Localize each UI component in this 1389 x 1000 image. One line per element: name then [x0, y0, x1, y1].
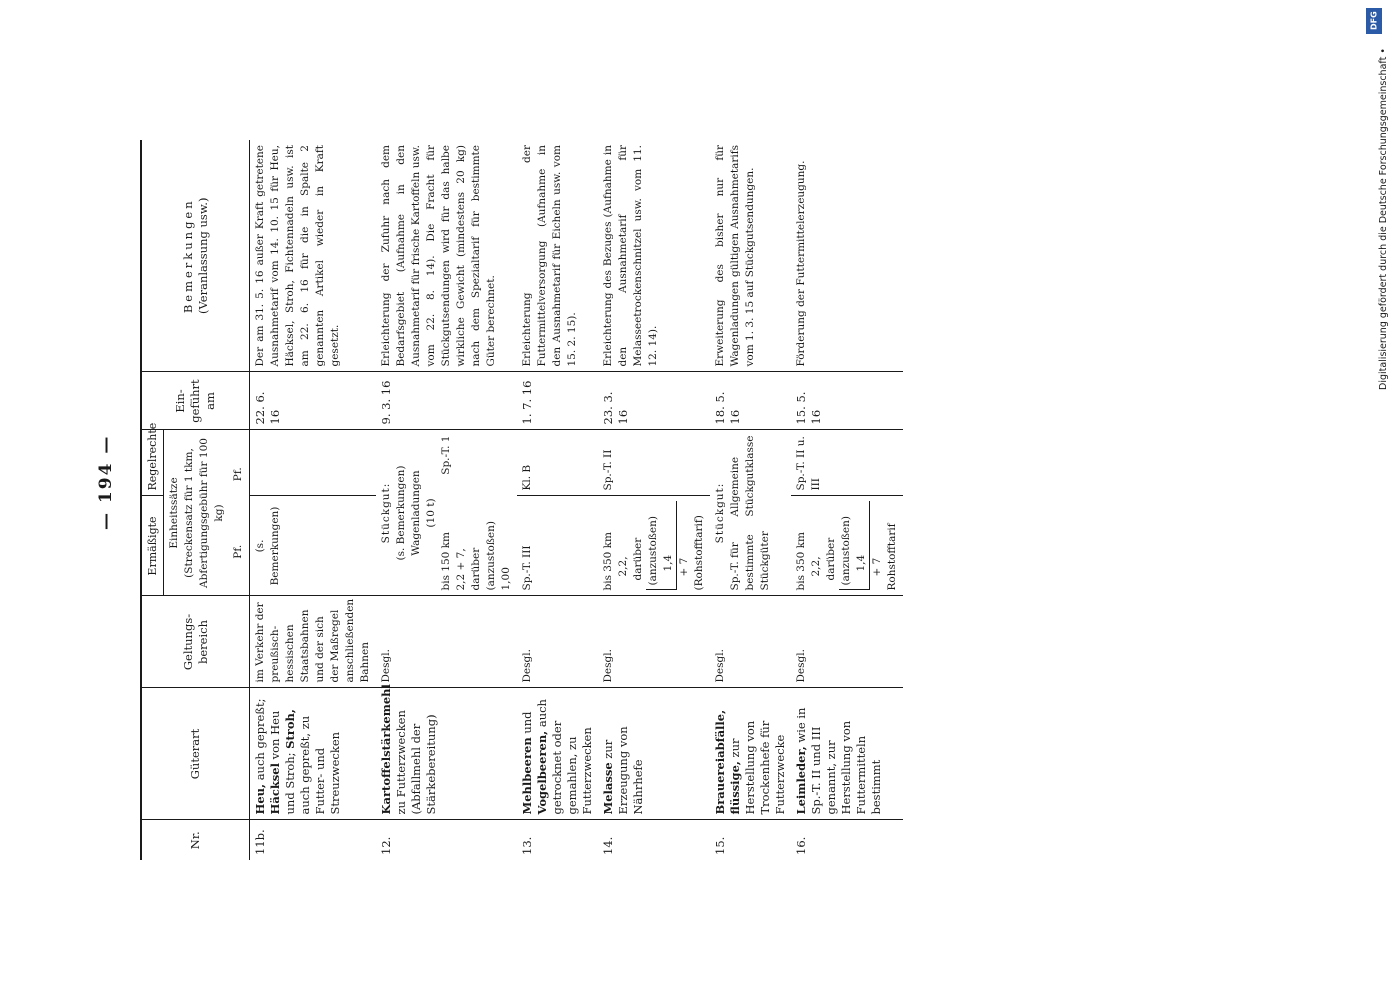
goods-text: zur Erzeugung von Nährhefe — [601, 726, 645, 815]
goods-bold: Mehlbeeren — [520, 737, 534, 815]
header-einheitssaetze: Einheitssätze — [168, 477, 180, 549]
header-nr: Nr. — [141, 820, 250, 860]
row-bemerkung: Erleichterung der Futtermittelversorgung (Aufnahme in den Ausnahmetarif für Eicheln usw. vom 15. 2. 15). — [517, 140, 598, 372]
rate-row — [439, 436, 454, 591]
rohstoff-label: Rohstofftarif — [886, 523, 898, 591]
row-datum: 1. 7. 16 — [517, 372, 598, 430]
rate-1: 2,2, — [617, 556, 629, 577]
header-veranlassung: (Veranlassung usw.) — [195, 197, 210, 314]
goods-text: zur Herstellung von Trockenhefe für Futterzwecke — [728, 720, 787, 815]
goods-bold: Kartoffelstärkemehl — [379, 684, 393, 815]
row-ermaessigt-block — [791, 496, 903, 596]
rate-1: 2,2 + 7, — [455, 548, 467, 591]
header-bemerkungen-title: Bemerkungen — [180, 198, 195, 314]
goods-bold: Stroh, — [283, 709, 297, 749]
row-regel: Kl. B — [517, 430, 598, 496]
row-gueterart — [710, 688, 791, 820]
row-bemerkung: Der am 31. 5. 16 außer Kraft getretene Ausnahmetarif vom 14. 10. 15 für Heu, Häcksel, Stroh, Fichtennadeln usw. ist am 22. 6. 16 für die in Spalte 2 genannten Artikel wieder in Kraft gesetzt. — [250, 140, 377, 372]
table-row — [710, 140, 791, 860]
row-regel: Sp.-T. 1 — [440, 435, 452, 475]
anstossen-label: (anzustoßen) — [485, 521, 497, 591]
row-gueterart — [791, 688, 903, 820]
row-gueterart — [517, 688, 598, 820]
header-einheitssaetze-block — [164, 430, 250, 596]
row-geltung: Desgl. — [710, 596, 791, 688]
goods-bold: Brauereiabfälle, flüssige, — [713, 709, 742, 815]
header-gueterart: Güterart — [141, 688, 250, 820]
goods-bold: Melasse — [601, 762, 615, 815]
table-row — [517, 140, 598, 860]
row-bemerkung: Erleichterung des Bezuges (Aufnahme in den Ausnahmetarif für Melasseetrockenschnitzel usw. vom 11. 12. 14). — [598, 140, 710, 372]
goods-bold: Häcksel — [268, 763, 282, 815]
goods-text: wie in Sp.-T. II und III genannt, zur Herstellung von Futtermitteln bestimmt — [794, 707, 883, 815]
goods-text: von Heu und Stroh; — [268, 710, 297, 815]
distance-label: bis 150 km — [440, 531, 452, 591]
row-datum: 22. 6. 16 — [250, 372, 377, 430]
row-gueterart — [598, 688, 710, 820]
row-nr: 15. — [713, 836, 727, 855]
table-row — [791, 140, 903, 860]
row-nr: 11b. — [253, 829, 267, 855]
row-nr: 14. — [601, 836, 615, 855]
row-regel: Allgemeine Stückgutklasse — [729, 435, 756, 517]
header-streckensatz: (Streckensatz für 1 tkm, Abfertigungsgebühr für 100 kg) — [183, 438, 225, 588]
row-datum: 18. 5. 16 — [710, 372, 791, 430]
goods-text: zu Futterzwecken (Abfallmehl der Stärkebereitung) — [394, 710, 438, 815]
row-nr: 12. — [379, 836, 393, 855]
plus-label: + 7 — [871, 557, 883, 577]
tariff-table — [140, 140, 903, 860]
rate-2: 1,4 — [855, 554, 867, 572]
table-row — [250, 140, 377, 860]
goods-text: auch gepreßt, zu Futter- und Streuzwecken — [298, 715, 342, 815]
goods-bold: Vogelbeeren, — [535, 730, 549, 815]
row-geltung: Desgl. — [517, 596, 598, 688]
row-geltung: Desgl. — [376, 596, 517, 688]
row-nr: 16. — [794, 836, 808, 855]
stueckgut-note: (s. Bemerkungen) — [395, 465, 407, 561]
page-number-rotated: — 194 — — [96, 434, 116, 530]
row-regel: Sp.-T. II u. III — [791, 430, 903, 496]
header-pf-row — [231, 436, 246, 591]
row-datum: 9. 3. 16 — [376, 372, 517, 430]
row-bemerkung: Förderung der Futtermittelerzeugung. — [791, 140, 903, 372]
anstossen-label: (anzustoßen) — [840, 516, 852, 586]
distance-label: bis 350 km — [795, 531, 807, 591]
goods-text: auch gepreßt; — [253, 698, 267, 784]
darueber-label: darüber — [470, 547, 482, 591]
rate-row — [728, 436, 773, 591]
anstossen-label: (anzustoßen) — [647, 516, 659, 586]
header-eingefuehrt: Ein-geführt am — [141, 372, 250, 430]
header-pf-1: Pf. — [232, 544, 244, 559]
row-ermaessigt: Sp.-T. III — [517, 496, 598, 596]
header-geltungsbereich: Geltungs-bereich — [141, 596, 250, 688]
goods-bold: Leimleder, — [794, 746, 808, 815]
row-bemerkung: Erweiterung des bisher nur für Wagenladungen gültigen Ausnahmetarifs vom 1. 3. 15 auf Stückgutsendungen. — [710, 140, 791, 372]
table-row — [598, 140, 710, 860]
rate-2: 1,4 — [662, 554, 674, 572]
dfg-logo: DFG — [1366, 8, 1382, 34]
tons-label: (10 t) — [425, 498, 437, 528]
stueckgut-label: Stückgut: — [714, 482, 726, 544]
plus-label: + 7 — [678, 557, 690, 577]
brace-block — [839, 502, 870, 591]
rate-1: 2,2, — [810, 556, 822, 577]
row-bemerkung: Erleichterung der Zufuhr nach dem Bedarfsgebiet (Aufnahme in den Ausnahmetarif für frische Kartoffeln usw. vom 22. 8. 14). Die Fracht für Stückgutsendungen wird für das halbe wirkliche Gewicht (mindestens 20 kg) nach dem Spezialtarif für bestimmte Güter berechnet. — [376, 140, 517, 372]
row-geltung: Desgl. — [791, 596, 903, 688]
row-geltung: im Verkehr der preußisch-hessischen Staatsbahnen und der sich der Maßregel anschließenden Bahnen — [250, 596, 377, 688]
row-datum: 15. 5. 16 — [791, 372, 903, 430]
header-ermaessigte: Ermäßigte — [141, 496, 164, 596]
header-pf-2: Pf. — [232, 467, 244, 482]
row-gueterart — [250, 688, 377, 820]
goods-text: auch getrocknet oder gemahlen, zu Futterzwecken — [535, 699, 594, 815]
digitization-credit: Digitalisierung gefördert durch die Deutsche Forschungsgemeinschaft • — [1378, 48, 1389, 390]
distance-label: bis 350 km — [602, 531, 614, 591]
row-geltung: Desgl. — [598, 596, 710, 688]
row-ermaessigt: Sp.-T. für bestimmte Stückgüter — [729, 531, 771, 591]
row-nr: 13. — [520, 836, 534, 855]
rohstoff-label: (Rohstofftarif) — [693, 515, 705, 591]
rotated-page — [140, 140, 1220, 860]
rate-2: 1,00 — [500, 567, 512, 591]
row-ermaessigt-block — [598, 496, 710, 596]
row-ermaessigt-block — [376, 430, 517, 596]
row-regel — [250, 430, 377, 496]
goods-bold: Heu, — [253, 783, 267, 815]
row-regel: Sp.-T. II — [598, 430, 710, 496]
table-row — [376, 140, 517, 860]
wagenladungen-label: Wagenladungen — [410, 470, 422, 556]
stueckgut-label: Stückgut: — [380, 482, 392, 544]
brace-block — [646, 502, 677, 591]
row-datum: 23. 3. 16 — [598, 372, 710, 430]
table-header-row — [141, 140, 164, 860]
row-ermaessigt-block — [710, 430, 791, 596]
header-bemerkungen — [141, 140, 250, 372]
darueber-label: darüber — [825, 537, 837, 581]
darueber-label: darüber — [632, 537, 644, 581]
row-ermaessigt: (s. Bemerkungen) — [250, 496, 377, 596]
goods-text: und — [520, 711, 534, 738]
row-gueterart — [376, 684, 517, 820]
header-regelrechte: Regelrechte — [141, 430, 164, 496]
